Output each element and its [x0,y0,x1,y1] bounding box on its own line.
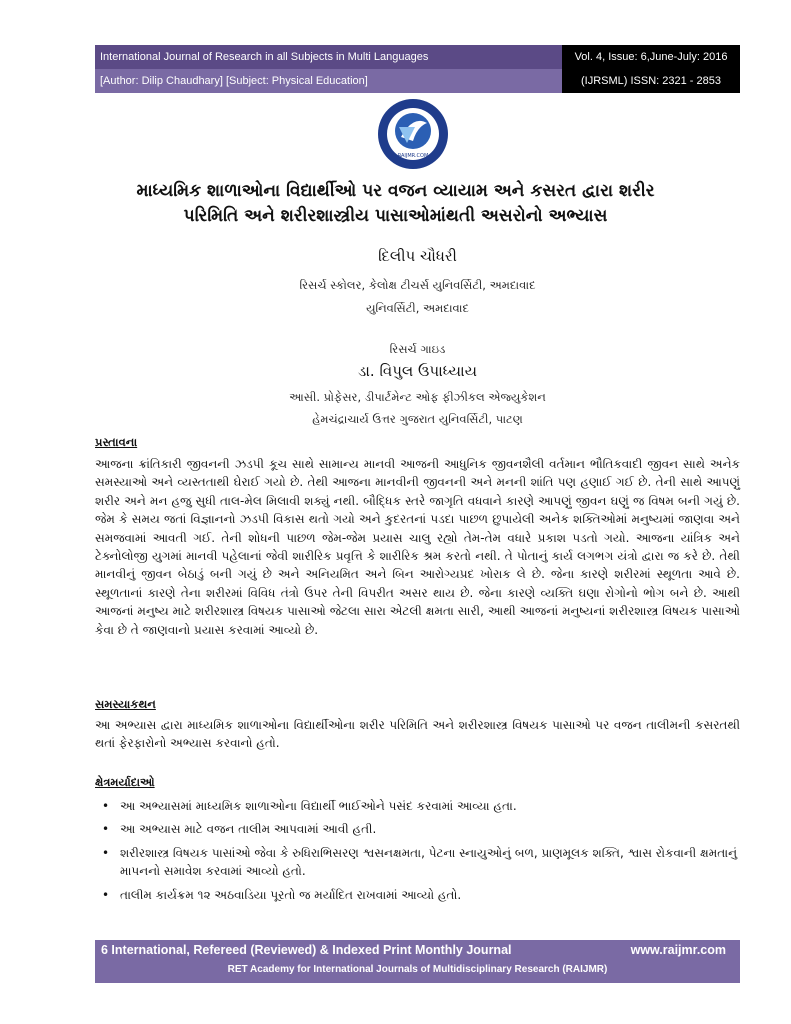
footer-academy: RET Academy for International Journals of Multidisciplinary Research (RAIJMR) [227,964,608,975]
journal-footer [95,940,740,983]
intro-paragraph: આજના ક્રાંતિકારી જીવનની ઝડપી કૂચ સાથે સામાન્ય માનવી આજની આધુનિક જીવનશૈલી વર્તમાન ભૌતિકવાદી જીવન સાથે અનેક સમસ્યાઓ અને વ્યસ્તતાથી ઘેરાઈ ગયો છે. તેથી આજના માનવીની જીવનની અને મનની શાંતિ પણ હણાઈ ગઈ છે. તેની સાથે આપણું શરીર અને મન હજુ સુધી તાલ-મેલ મિલાવી શક્યું નથી. બૌદ્ધિક સ્તરે જાગૃતિ વધવાને કારણે આપણું જીવન ઘણું જ વિષમ બની ગયું છે. જેમ કે સમય જતાં વિજ્ઞાનનો ઝડપી વિકાસ થતો ગયો અને કુદરતનાં પડદા પાછળ છુપાયેલી અનેક શક્તિઓમાં મનુષ્યમાં જાણવા અને સમજવામાં આવતી ગઈ. તેની શોધની પાછળ જેમ-જેમ પ્રયાસ ચાલુ રહ્યો તેમ-તેમ વધારે પ્રકાશ પડતો ગયો. આજના યાંત્રિક અને ટેક્નોલોજી યુગમાં માનવી પહેલાનાં જેવી શારીરિક પ્રવૃત્તિ કે શારીરિક શ્રમ કરતો નથી. તે પોતાનું કાર્ય લગભગ યંત્રો દ્વારા જ કરે છે. તેથી માનવીનું જીવન બેઠાડું બની ગયું છે અને અનિયમિત અને બિન આરોગ્યપ્રદ ખોરાક લે છે. જેના કારણે શરીરમાં સ્થૂળતા આવે છે. સ્થૂળતાનાં કારણે તેના શરીરમાં વિવિધ તંત્રો ઉપર તેની વિપરીત અસર થાય છે. જેના કારણે વ્યક્તિ ઘણા રોગોનો ભોગ બને છે. આથી આજનાં મનુષ્ય માટે શરીરશાસ્ત્ર વિષયક પાસાઓ જેટલા સારા એટલી ક્ષમતા સારી, આથી આજનાં મનુષ્યનાં શરીરશાસ્ત્ર વિષયક પાસાઓ કેવા છે તે જાણવાનો પ્રયાસ કરવામાં આવ્યો છે. [95,457,740,637]
guide-affiliation-1: આસી. પ્રોફેસર, ડીપાર્ટમેન્ટ ઓફ ફીઝીકલ એજ્યુકેશન [289,390,546,404]
list-item [95,820,740,838]
bullet-icon: • [102,887,110,902]
bullet-icon: • [102,845,110,860]
guide-label: રિસર્ચ ગાઇડ [389,342,446,356]
paper-title-line2: પરિમિતિ અને શરીરશાસ્ત્રીય પાસાઓમાંથતી અસરોનો અભ્યાસ [183,206,608,226]
list-item [95,886,740,904]
list-item [95,844,740,881]
author-name: દિલીપ ચૌધરી [378,247,457,265]
volume-issue: Vol. 4, Issue: 6,June-July: 2016 [562,45,740,69]
paper-title-line1: માધ્યમિક શાળાઓના વિદ્યાર્થીઓ પર વજન વ્યાયામ અને કસરત દ્વારા શરીર [136,181,655,201]
intro-heading: પ્રસ્તાવના [95,435,138,449]
list-item [95,797,740,815]
issn: (IJRSML) ISSN: 2321 - 2853 [562,69,740,93]
scope-item-4: તાલીમ કાર્યક્રમ ૧૨ અઠવાડિયા પૂરતો જ મર્યાદિત રાખવામાં આવ્યો હતો. [120,887,462,902]
author-affiliation-1: રિસર્ચ સ્કોલર, કેલોક્ષ ટીચર્સ યુનિવર્સિટી, અમદાવાદ [299,278,536,292]
journal-logo [371,97,455,171]
logo-url: RAIJMR.COM [397,153,429,159]
journal-header [95,45,740,93]
author-affiliation-2: યુનિવર્સિટી, અમદાવાદ [366,301,469,315]
guide-affiliation-2: હેમચંદ્રાચાર્ય ઉત્તર ગુજરાત યુનિવર્સિટી, પાટણ [312,412,523,426]
footer-journal-line: 6 International, Refereed (Reviewed) & Indexed Print Monthly Journal [101,943,512,957]
scope-item-1: આ અભ્યાસમાં માધ્યમિક શાળાઓના વિદ્યાર્થી ભાઈઓને પસંદ કરવામાં આવ્યા હતા. [120,799,517,813]
journal-name: International Journal of Research in all Subjects in Multi Languages [95,45,562,69]
scope-item-2: આ અભ્યાસ માટે વજન તાલીમ આપવામાં આવી હતી. [120,822,377,837]
problem-heading: સમસ્યાકથન [95,697,156,711]
scope-item-3: શરીરશાસ્ત્ર વિષયક પાસાંઓ જેવા કે રુધિરાભિસરણ શ્વસનક્ષમતા, પેટના સ્નાયુઓનું બળ, પ્રાણમૂલક શક્તિ, શ્વાસ રોકવાની ક્ષમતાનું માપનનો સમાવેશ કરવામાં આવ્યો હતો. [120,845,738,879]
bullet-icon: • [102,799,110,813]
bullet-icon: • [102,822,110,837]
scope-list [95,797,740,909]
scope-heading: ક્ષેત્રમર્યાદાઓ [95,775,155,789]
problem-paragraph: આ અભ્યાસ દ્વારા માધ્યમિક શાળાઓના વિદ્યાર્થીઓના શરીર પરિમિતિ અને શરીરશાસ્ત્ર વિષયક પાસાઓ પર વજન તાલીમની કસરતથી થતાં ફેરફારોનો અભ્યાસ કરવાનો હતો. [95,718,740,751]
footer-url[interactable]: www.raijmr.com [630,943,726,957]
guide-name: ડા. વિપુલ ઉપાધ્યાય [358,362,477,380]
author-subject: [Author: Dilip Chaudhary] [Subject: Physical Education] [95,69,562,93]
